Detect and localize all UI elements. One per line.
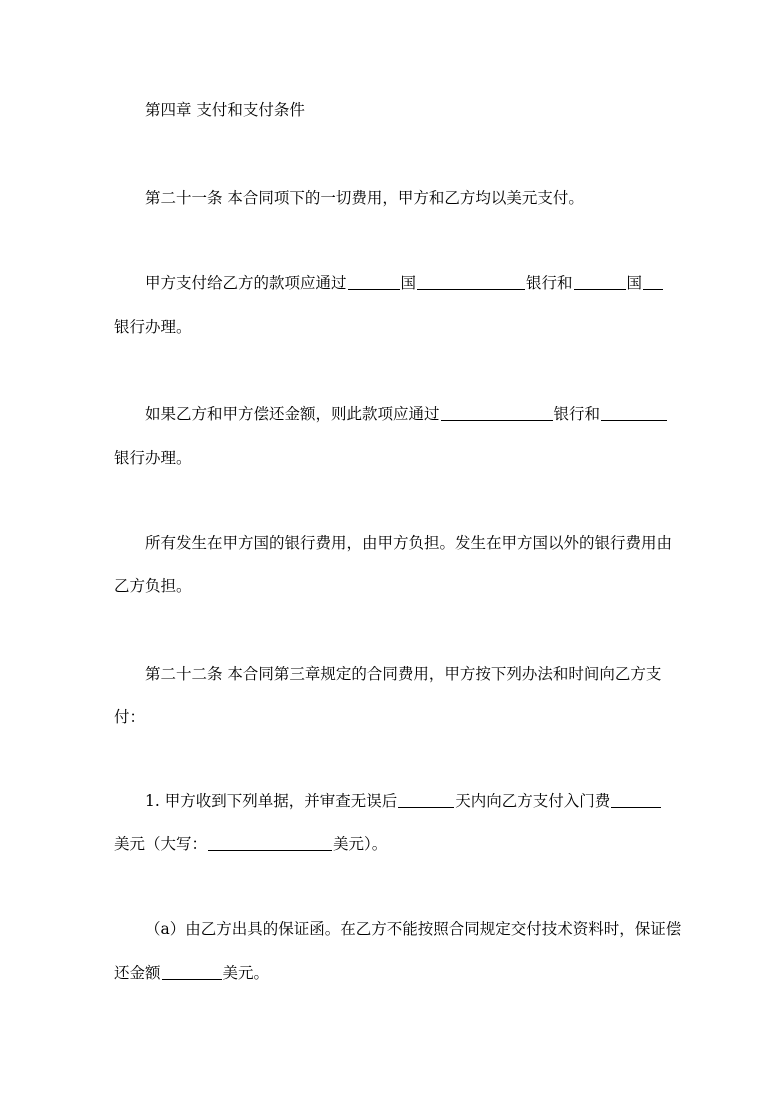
item-1-text-2: 天内向乙方支付入门费	[455, 792, 611, 810]
blank-bank-1[interactable]	[417, 288, 525, 290]
bank-fees-line-1: 所有发生在甲方国的银行费用，由甲方负担。发生在甲方国以外的银行费用由	[145, 534, 673, 552]
article-21: 第二十一条 本合同项下的一切费用，甲方和乙方均以美元支付。	[145, 189, 584, 207]
item-a-line-2	[114, 962, 269, 984]
bank-route-line-2: 银行办理。	[114, 318, 192, 336]
item-1-text-3: 美元（大写：	[114, 835, 208, 853]
blank-entry-fee[interactable]	[611, 806, 661, 808]
bank-fees-line-2: 乙方负担。	[114, 577, 192, 595]
bank-route-text-1: 甲方支付给乙方的款项应通过	[145, 274, 347, 292]
item-1-line-2	[114, 833, 387, 855]
refund-route-line-1	[145, 403, 668, 425]
refund-route-line-2: 银行办理。	[114, 449, 192, 467]
bank-route-line-1	[145, 272, 664, 294]
blank-country-1[interactable]	[348, 288, 400, 290]
blank-refund-bank-2[interactable]	[601, 419, 667, 421]
refund-route-text-1: 如果乙方和甲方偿还金额，则此款项应通过	[145, 405, 440, 423]
refund-route-text-2: 银行和	[553, 405, 601, 423]
blank-days[interactable]	[398, 806, 454, 808]
item-1-text-1: 1. 甲方收到下列单据，并审查无误后	[145, 792, 398, 810]
item-1-line-1	[145, 790, 662, 812]
blank-guarantee-amount[interactable]	[162, 978, 222, 980]
blank-refund-bank-1[interactable]	[441, 419, 553, 421]
blank-country-2[interactable]	[574, 288, 626, 290]
bank-route-text-2: 国	[400, 274, 417, 292]
article-22-line-2: 付：	[114, 708, 146, 726]
item-1-text-4: 美元）。	[333, 835, 388, 853]
bank-route-text-3: 银行和	[526, 274, 573, 292]
blank-bank-2[interactable]	[643, 288, 663, 290]
item-a-line-1: （a）由乙方出具的保证函。在乙方不能按照合同规定交付技术资料时，保证偿	[145, 920, 682, 938]
blank-amount-in-words[interactable]	[208, 849, 332, 851]
item-a-text-2: 美元。	[222, 964, 270, 982]
bank-route-text-4: 国	[626, 274, 643, 292]
article-22-line-1: 第二十二条 本合同第三章规定的合同费用，甲方按下列办法和时间向乙方支	[145, 665, 662, 683]
item-a-text-1: 还金额	[114, 964, 161, 982]
chapter-heading: 第四章 支付和支付条件	[145, 101, 305, 119]
